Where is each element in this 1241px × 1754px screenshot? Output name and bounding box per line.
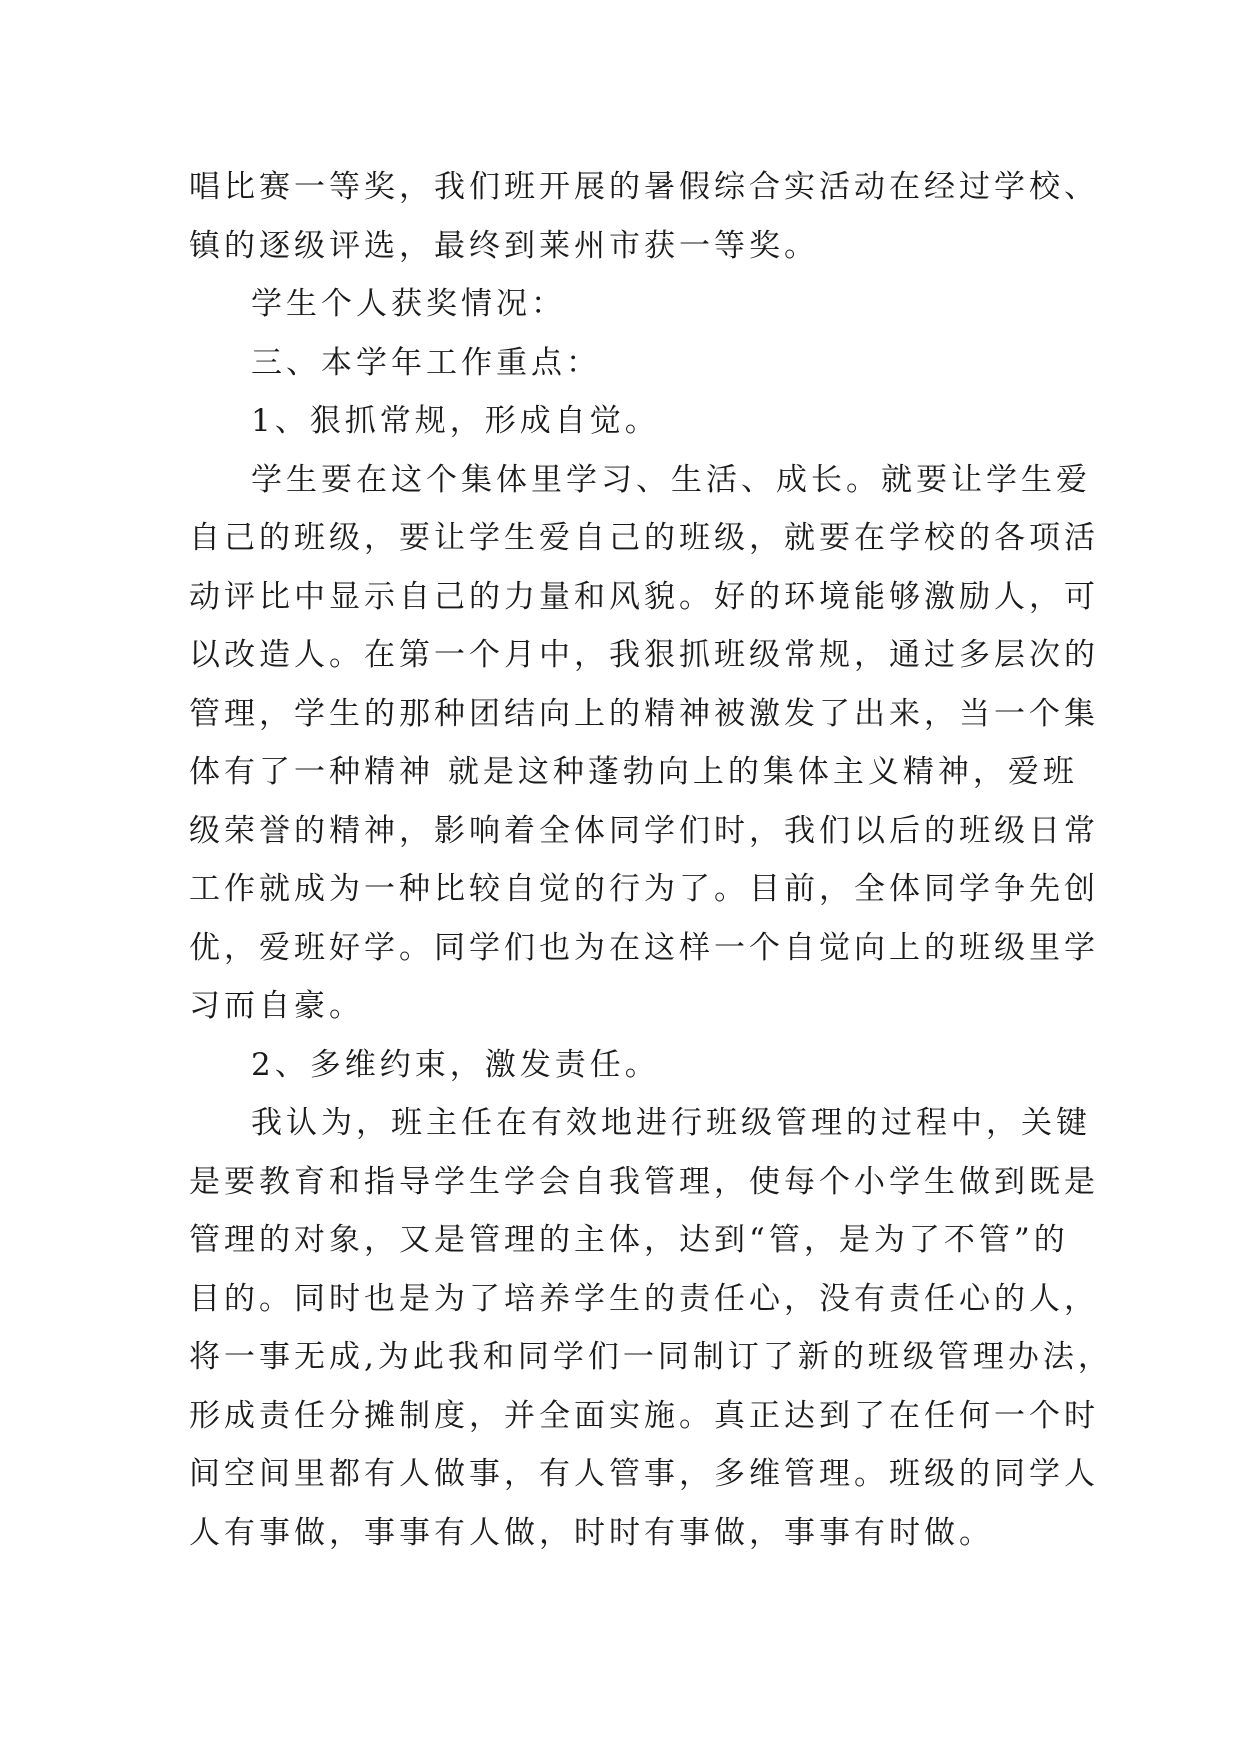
text-line: 动评比中显示自己的力量和风貌。好的环境能够激励人，可 [189, 578, 1099, 615]
text-line: 是要教育和指导学生学会自我管理，使每个小学生做到既是 [189, 1163, 1099, 1200]
text-line: 管理，学生的那种团结向上的精神被激发了出来，当一个集 [189, 695, 1099, 732]
text-line: 形成责任分摊制度，并全面实施。真正达到了在任何一个时 [189, 1397, 1099, 1434]
document-body [189, 158, 1113, 1562]
text-line: 以改造人。在第一个月中，我狠抓班级常规，通过多层次的 [189, 637, 1099, 673]
text-line: 学生个人获奖情况： [251, 286, 566, 322]
text-line: 学生要在这个集体里学习、生活、成长。就要让学生爱 [251, 461, 1091, 498]
text-line: 间空间里都有人做事，有人管事，多维管理。班级的同学人 [189, 1456, 1099, 1492]
text-line: 管理的对象，又是管理的主体，达到“管，是为了不管”的 [189, 1222, 1069, 1258]
text-line: 人有事做，事事有人做，时时有事做，事事有时做。 [189, 1514, 994, 1551]
text-line: 1、狠抓常规，形成自觉。 [251, 403, 660, 439]
text-line: 三、本学年工作重点： [251, 344, 601, 381]
text-line: 2、多维约束，激发责任。 [251, 1046, 660, 1083]
text-line: 将一事无成,为此我和同学们一同制订了新的班级管理办法， [189, 1339, 1113, 1375]
text-line: 优，爱班好学。同学们也为在这样一个自觉向上的班级里学 [189, 929, 1099, 966]
text-line: 级荣誉的精神，影响着全体同学们时，我们以后的班级日常 [189, 812, 1099, 849]
text-line: 唱比赛一等奖，我们班开展的暑假综合实活动在经过学校、 [189, 169, 1099, 205]
text-line: 体有了一种精神 就是这种蓬勃向上的集体主义精神，爱班 [189, 754, 1078, 790]
text-line: 目的。同时也是为了培养学生的责任心，没有责任心的人， [189, 1280, 1099, 1317]
text-line: 习而自豪。 [189, 988, 364, 1024]
text-line: 我认为，班主任在有效地进行班级管理的过程中，关键 [251, 1105, 1091, 1141]
text-line: 自己的班级，要让学生爱自己的班级，就要在学校的各项活 [189, 520, 1099, 556]
text-line: 镇的逐级评选，最终到莱州市获一等奖。 [189, 227, 819, 264]
text-line: 工作就成为一种比较自觉的行为了。目前，全体同学争先创 [189, 871, 1099, 907]
